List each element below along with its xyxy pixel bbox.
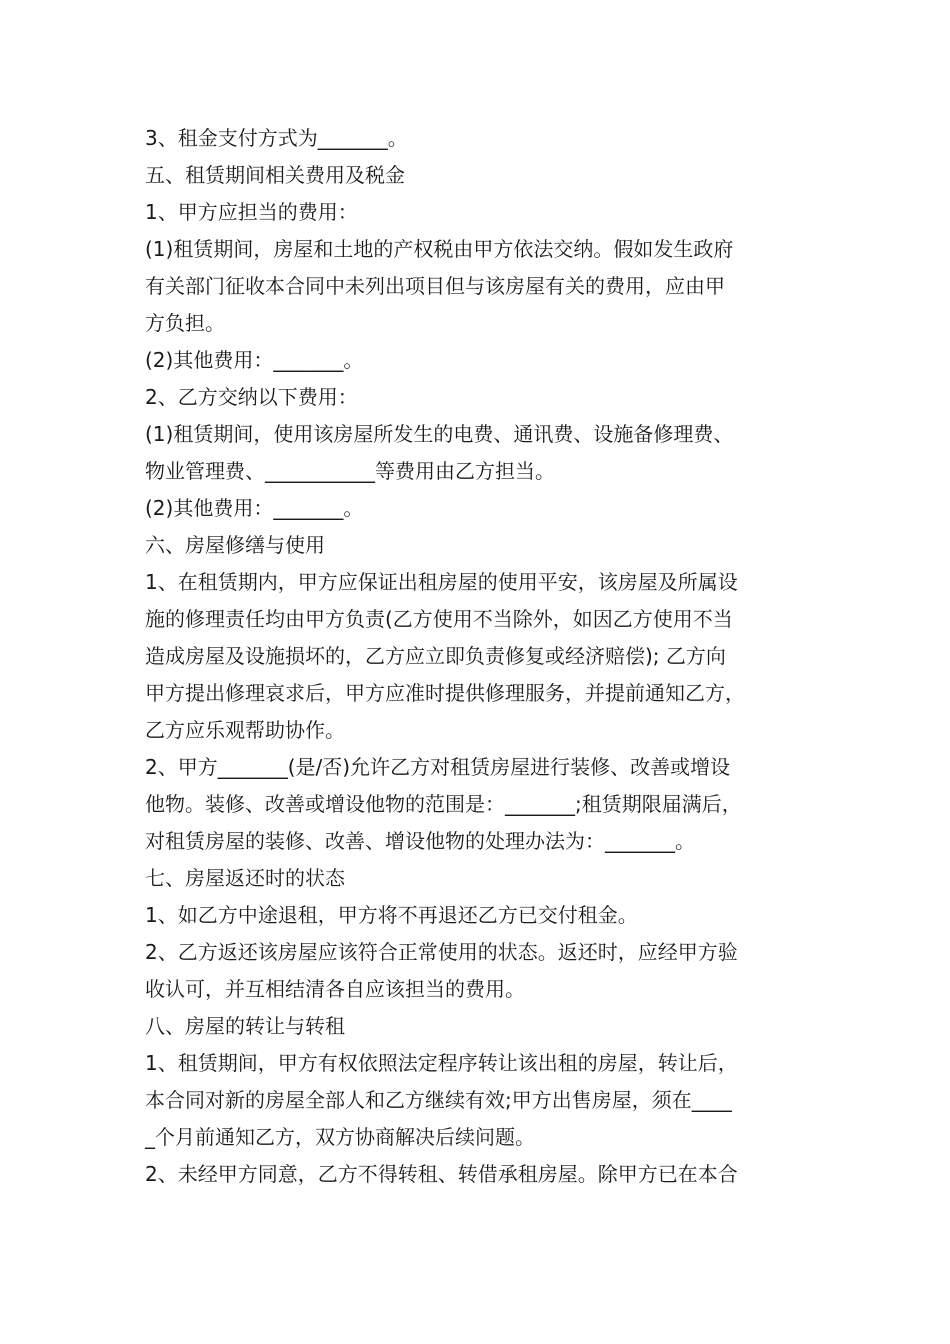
text-line: 2、未经甲方同意，乙方不得转租、转借承租房屋。除甲方已在本合 (145, 1162, 738, 1186)
text-line: 甲方提出修理哀求后，甲方应准时提供修理服务，并提前通知乙方， (145, 681, 745, 705)
text-line: 收认可，并互相结清各自应该担当的费用。 (145, 977, 525, 1001)
text-line: 2、甲方_______(是/否)允许乙方对租赁房屋进行装修、改善或增设 (145, 755, 731, 779)
text-line: 1、租赁期间，甲方有权依照法定程序转让该出租的房屋，转让后， (145, 1051, 738, 1075)
text-line: 3、租金支付方式为_______。 (145, 126, 408, 150)
text-line: 乙方应乐观帮助协作。 (145, 718, 345, 742)
text-line: 对租赁房屋的装修、改善、增设他物的处理办法为：_______。 (145, 829, 695, 853)
text-line: (1)租赁期间，使用该房屋所发生的电费、通讯费、设施备修理费、 (145, 422, 734, 446)
text-line: (2)其他费用：_______。 (145, 496, 364, 520)
text-line: 本合同对新的房屋全部人和乙方继续有效;甲方出售房屋，须在____ (145, 1088, 732, 1112)
section-heading: 五、租赁期间相关费用及税金 (145, 163, 405, 187)
text-line: _个月前通知乙方，双方协商解决后续问题。 (145, 1125, 535, 1149)
text-line: 1、如乙方中途退租，甲方将不再退还乙方已交付租金。 (145, 903, 638, 927)
text-line: (2)其他费用：_______。 (145, 348, 364, 372)
text-line: 他物。装修、改善或增设他物的范围是：_______;租赁期限届满后， (145, 792, 742, 816)
text-line: 造成房屋及设施损坏的，乙方应立即负责修复或经济赔偿); 乙方向 (145, 644, 726, 668)
text-line: 2、乙方交纳以下费用： (145, 385, 358, 409)
section-heading: 七、房屋返还时的状态 (145, 866, 345, 890)
text-line: 1、在租赁期内，甲方应保证出租房屋的使用平安，该房屋及所属设 (145, 570, 738, 594)
text-line: 2、乙方返还该房屋应该符合正常使用的状态。返还时，应经甲方验 (145, 940, 738, 964)
text-line: 施的修理责任均由甲方负责(乙方使用不当除外，如因乙方使用不当 (145, 607, 733, 631)
section-heading: 八、房屋的转让与转租 (145, 1014, 345, 1038)
document-body (145, 120, 835, 1193)
text-line: 方负担。 (145, 311, 225, 335)
text-line: 有关部门征收本合同中未列出项目但与该房屋有关的费用，应由甲 (145, 274, 725, 298)
section-heading: 六、房屋修缮与使用 (145, 533, 325, 557)
text-line: (1)租赁期间，房屋和土地的产权税由甲方依法交纳。假如发生政府 (145, 237, 734, 261)
text-line: 物业管理费、___________等费用由乙方担当。 (145, 459, 555, 483)
text-line: 1、甲方应担当的费用： (145, 200, 358, 224)
